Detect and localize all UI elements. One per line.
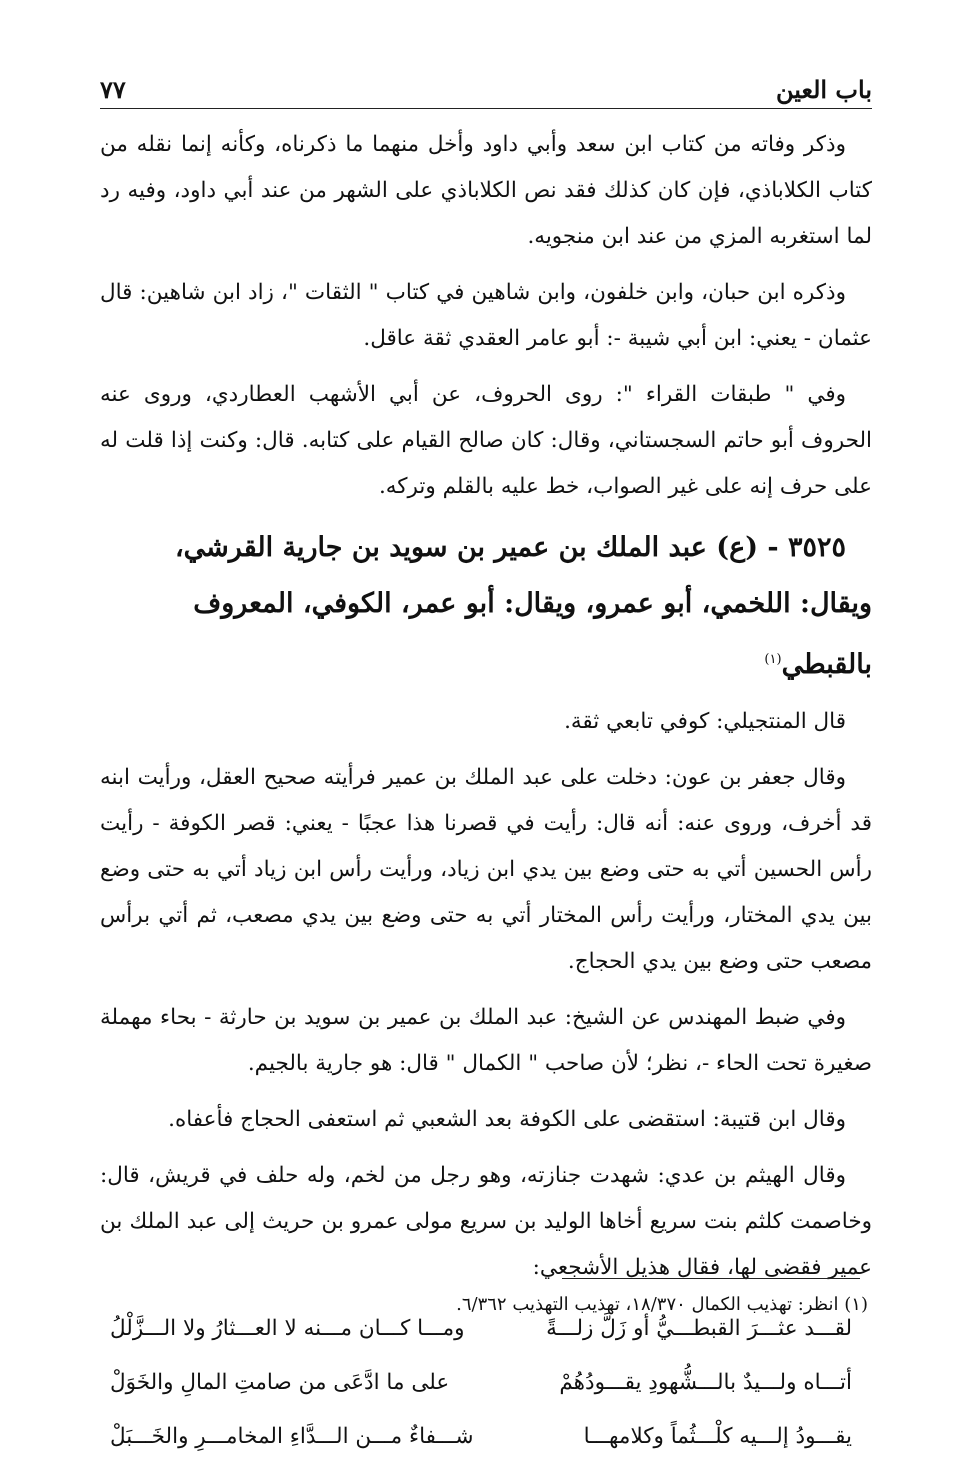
paragraph: قال المنتجيلي: كوفي تابعي ثقة. xyxy=(564,709,846,734)
verse-first-hemistich: لقـــد عثـــرَ القبطـــيُّ أو زَلَّ زلـــةً xyxy=(546,1315,852,1341)
paragraph: وذكره ابن حبان، وابن خلفون، وابن شاهين في كتاب " الثقات "، زاد ابن شاهين: قال عثمان - يعني: ابن أبي شيبة -: أبو عامر العقدي ثقة عاقل. xyxy=(100,280,872,351)
verse-second-hemistich: على ما ادَّعَى من صامتِ المالِ والخَوَلْ xyxy=(110,1369,450,1395)
poem-verse xyxy=(100,1409,872,1463)
entry-heading xyxy=(100,520,872,693)
footnote-marker[interactable]: (١) xyxy=(764,652,782,667)
footnote-divider xyxy=(562,1278,860,1279)
paragraph: وقال ابن قتيبة: استقضى على الكوفة بعد الشعبي ثم استعفى الحجاج فأعفاه. xyxy=(168,1107,846,1132)
paragraph: وفي " طبقات القراء ": روى الحروف، عن أبي الأشهب العطاردي، وروى عنه الحروف أبو حاتم السجستاني، وقال: كان صالح القيام على كتابه. قال: وكنت إذا قلت له على حرف إنه على غير الصواب، خط عليه بالقلم وتركه. xyxy=(100,382,872,499)
verse-second-hemistich: ومـــا كـــان مـــنه لا العـــثارُ ولا الـــزَّلْلُ xyxy=(110,1315,465,1341)
paragraph: وقال الهيثم بن عدي: شهدت جنازته، وهو رجل من لخم، وله حلف في قريش، قال: وخاصمت كلثم بنت سريع أخاها الوليد بن سريع مولى عمرو بن حريث إلى عبد الملك بن عمير فقضى لها، فقال هذيل الأشجعي: xyxy=(100,1163,872,1280)
main-text xyxy=(100,122,872,1463)
paragraph: وقال جعفر بن عون: دخلت على عبد الملك بن عمير فرأيته صحيح العقل، ورأيت ابنه قد أخرف، وروى عنه: أنه قال: رأيت في قصرنا هذا عجبًا - يعني: قصر الكوفة - رأيت رأس الحسين أتي به حتى وضع بين يدي ابن زياد، ورأيت رأس ابن زياد أتي به حتى وضع بين يدي المختار، ورأيت رأس المختار أتي به حتى وضع بين يدي مصعب، ثم أتي برأس مصعب حتى وضع بين يدي الحجاج. xyxy=(100,765,872,974)
paragraph: وفي ضبط المهندس عن الشيخ: عبد الملك بن عمير بن سويد بن حارثة - بحاء مهملة صغيرة تحت الحاء -، نظر؛ لأن صاحب " الكمال " قال: هو جارية بالجيم. xyxy=(100,1005,872,1076)
footnote: (١) انظر: تهذيب الكمال ١٨/٣٧٠، تهذيب التهذيب ٦/٣٦٢. xyxy=(456,1294,868,1315)
verse-first-hemistich: أتـــاه ولـــيدٌ بالـــشُّهودِ يقـــودُهُمْ xyxy=(559,1369,852,1395)
poem-verse xyxy=(100,1355,872,1409)
entry-heading-text: ٣٥٢٥ - (ع) عبد الملك بن عمير بن سويد بن جارية القرشي، ويقال: اللخمي، أبو عمرو، ويقال: أبو عمر، الكوفي، المعروف بالقبطي xyxy=(174,532,872,680)
verse-second-hemistich: شـــفاءٌ مـــن الـــدَّاءِ المخامـــرِ والخَـــبَلْ xyxy=(110,1423,474,1449)
running-header xyxy=(100,64,872,109)
verse-first-hemistich: يقـــودُ إلـــيه كلْـــثُماً وكلامهـــا xyxy=(583,1423,852,1449)
chapter-title: باب العين xyxy=(775,75,872,104)
poem xyxy=(100,1301,872,1463)
paragraph: وذكر وفاته من كتاب ابن سعد وأبي داود وأخل منهما ما ذكرناه، وكأنه إنما نقله من كتاب الكلاباذي، فإن كان كذلك فقد نص الكلاباذي على الشهر من عند أبي داود، وفيه رد لما استغربه المزي من عند ابن منجويه. xyxy=(100,132,872,249)
page-number: ٧٧ xyxy=(100,75,126,104)
